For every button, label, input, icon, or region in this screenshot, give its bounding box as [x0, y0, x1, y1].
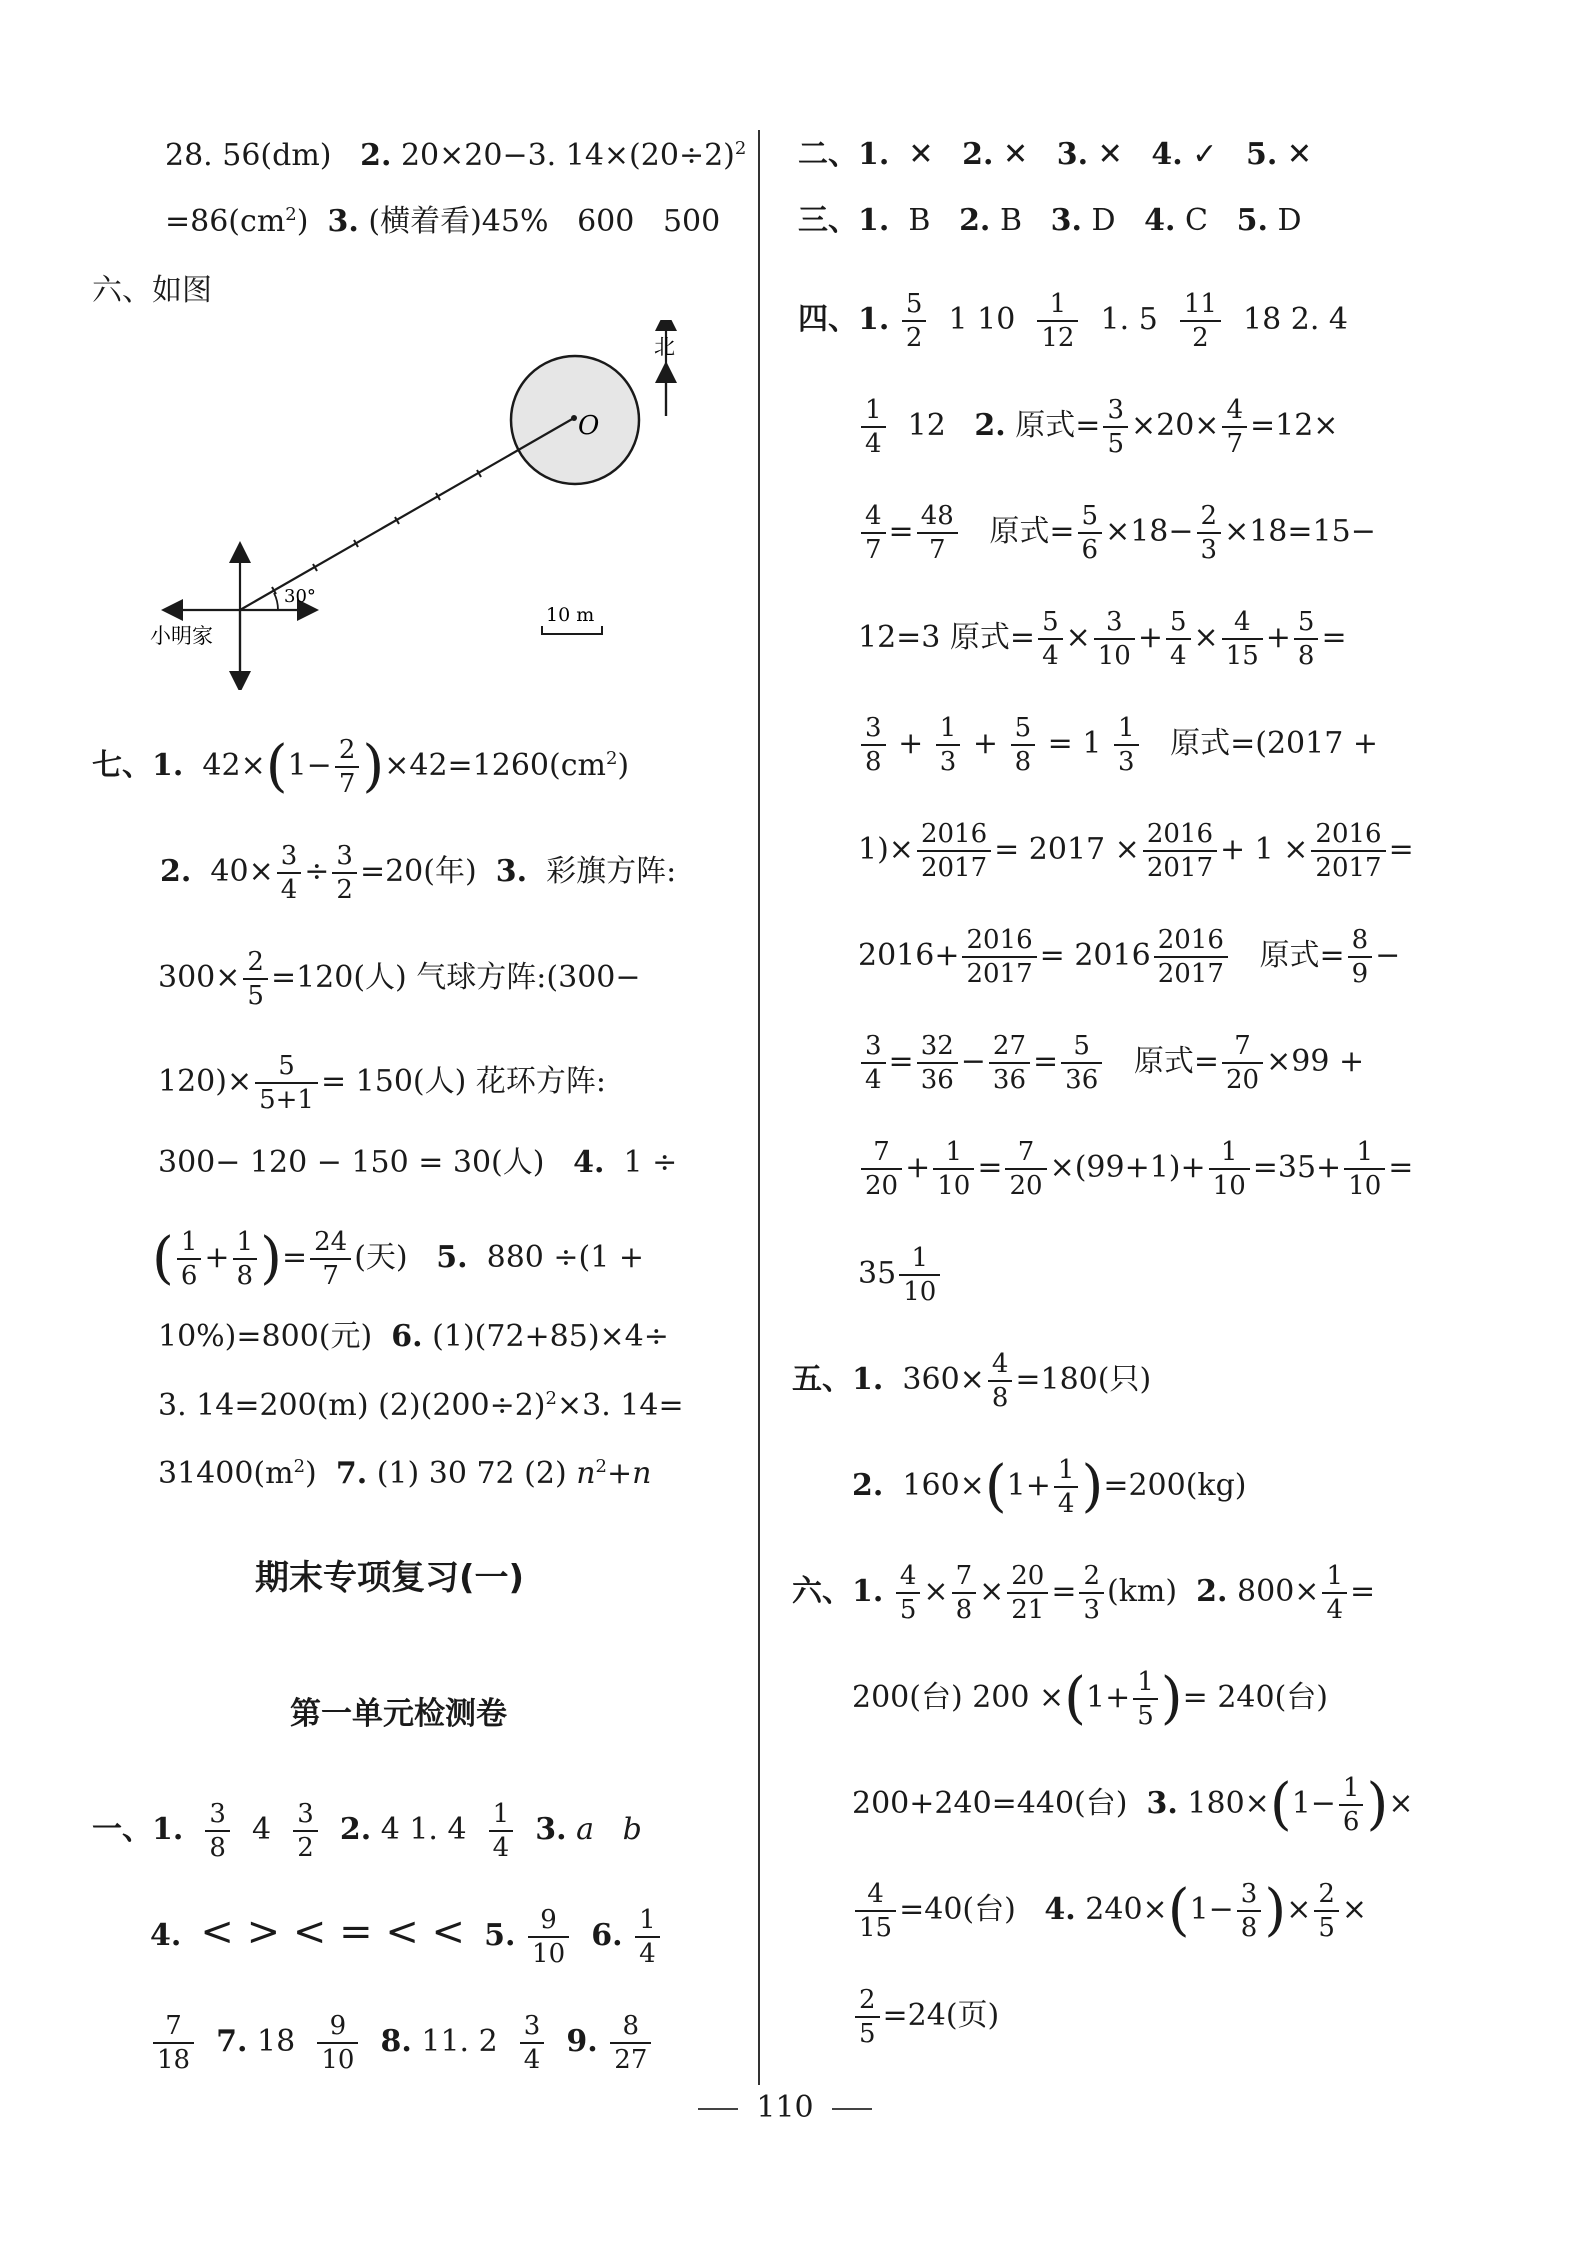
- q7-line-4: 120)× $\frac{5}{5+1}$ = 150(人) 花环方阵:: [158, 1051, 606, 1116]
- r-line-13: 五、1. 360× $\frac{4}{8}$ =180(只): [792, 1349, 1152, 1414]
- r-line-1: 二、1. ✕ 2. ✕ 3. ✕ 4. ✓ 5. ✕: [798, 137, 1313, 172]
- footer-dash-left: [698, 2108, 738, 2110]
- r-line-2: 三、1. B 2. B 3. D 4. C 5. D: [798, 203, 1302, 238]
- section-subtitle: 第一单元检测卷: [290, 1696, 507, 1732]
- q7-line-7: 10%)=800(元) 6. (1)(72+85)×4÷: [158, 1319, 669, 1354]
- column-divider: [758, 130, 760, 2085]
- scale-bar: [542, 626, 602, 634]
- r-line-16: 200(台) 200 ×(1+ $\frac{1}{5}$ )= 240(台): [852, 1665, 1328, 1732]
- r-line-18: $\frac{4}{15}$ =40(台) 4. 240×(1− $\frac{3}{8}$ )× $\frac{2}{5}$ ×: [852, 1880, 1367, 1942]
- s1-line-1: 一、1. $\frac{3}{8}$ 4 $\frac{3}{2}$ 2. 4 1. 4 $\frac{1}{4}$ 3. a b: [92, 1799, 642, 1864]
- q7-line-8: 3. 14=200(m) $(2)(200\div 2)^2\times 3$. 14=: [158, 1388, 684, 1423]
- r-line-10: $\frac{3}{4}$ = $\frac{32}{36}$ − $\frac{27}{36}$ = $\frac{5}{36}$ 原式= $\frac{7}{20}$ ×99 +: [858, 1032, 1364, 1094]
- section-6-label: 六、如图: [92, 273, 212, 308]
- north-label: 北: [654, 335, 675, 359]
- left-line-2: $=86(cm^2)$ 3. (横着看)45% 600 500: [165, 204, 721, 239]
- r-line-17: 200+240=440(台) 3. 180×(1− $\frac{1}{6}$ )×: [852, 1771, 1414, 1838]
- q7-line-5: 300− 120 − 150 = 30(人) 4. 1 ÷: [158, 1145, 678, 1180]
- r-line-6: 12=3 原式= $\frac{5}{4}$ × $\frac{3}{10}$ + $\frac{5}{4}$ × $\frac{4}{15}$ + $\frac{5}{8}$ =: [858, 607, 1347, 672]
- r-line-11: $\frac{7}{20}$ + $\frac{1}{10}$ = $\frac{7}{20}$ ×(99+1)+ $\frac{1}{10}$ =35+ $\frac{1}{10}$ =: [858, 1138, 1413, 1200]
- page-footer: [0, 2090, 1570, 2125]
- s1-line-2: 4. < > < = < < 5. $\frac{9}{10}$ 6. $\frac{1}{4}$: [150, 1906, 663, 1968]
- q7-line-2: 2. 40× $\frac{3}{4}$ ÷ $\frac{3}{2}$ =20(年) 3. 彩旗方阵:: [160, 841, 677, 906]
- q7-line-3: 300× $\frac{2}{5}$ =120(人) 气球方阵:(300−: [158, 947, 641, 1012]
- q7-line-6: ( $\frac{1}{6}$ + $\frac{1}{8}$ )= $\frac{24}{7}$ (天) 5. 880 ÷(1 +: [152, 1225, 645, 1292]
- footer-dash-right: [832, 2108, 872, 2110]
- q7-line-9: $31400(m^2)$ 7. (1) 30 72 (2) $n^2+n$: [158, 1456, 652, 1491]
- r-line-14: 2. 160×(1+ $\frac{1}{4}$ )=200(kg): [852, 1453, 1247, 1520]
- scale-label: 10 m: [546, 604, 595, 626]
- r-line-4: $\frac{1}{4}$ 12 2. 原式= $\frac{3}{5}$ ×20× $\frac{4}{7}$ =12×: [858, 396, 1338, 458]
- r-line-3: 四、1. $\frac{5}{2}$ 1 10 $\frac{1}{12}$ 1. 5 $\frac{11}{2}$ 18 2. 4: [798, 289, 1349, 354]
- r-line-15: 六、1. $\frac{4}{5}$ × $\frac{7}{8}$ × $\frac{20}{21}$ = $\frac{2}{3}$ (km) 2. 800× $\frac{1}{4}$ =: [792, 1561, 1376, 1626]
- r-line-12: 35 $\frac{1}{10}$: [858, 1244, 943, 1306]
- s1-line-3: $\frac{7}{18}$ 7. 18 $\frac{9}{10}$ 8. 11. 2 $\frac{3}{4}$ 9. $\frac{8}{27}$: [150, 2012, 654, 2074]
- q7-line-1: 七、1. 42×(1− $\frac{2}{7}$ )$\times 42=1260(cm^2)$: [92, 733, 630, 800]
- r-line-8: 1)× $\frac{2016}{2017}$ = 2017 × $\frac{2016}{2017}$ + 1 × $\frac{2016}{2017}$ =: [858, 819, 1414, 884]
- page-number: 110: [756, 2090, 814, 2125]
- path-line: [240, 418, 574, 610]
- r-line-5: $\frac{4}{7}$ = $\frac{48}{7}$ 原式= $\frac{5}{6}$ ×18− $\frac{2}{3}$ ×18=15−: [858, 502, 1376, 564]
- angle-arc: [274, 593, 278, 610]
- home-label: 小明家: [150, 624, 213, 648]
- r-line-7: $\frac{3}{8}$ + $\frac{1}{3}$ + $\frac{5}{8}$ = 1 $\frac{1}{3}$ 原式=(2017 +: [858, 714, 1378, 776]
- direction-diagram: [150, 320, 710, 690]
- r-line-9: 2016+ $\frac{2016}{2017}$ = 2016 $\frac{2016}{2017}$ 原式= $\frac{8}{9}$ −: [858, 925, 1401, 990]
- section-title: 期末专项复习(一): [255, 1558, 525, 1598]
- angle-label: 30°: [284, 586, 316, 607]
- left-line-1: 28. 56(dm) 2. 20×20−3. $14\times(20\div 2)^2$: [165, 138, 747, 173]
- center-label: O: [578, 411, 600, 441]
- r-line-19: $\frac{2}{5}$ =24(页): [852, 1986, 999, 2048]
